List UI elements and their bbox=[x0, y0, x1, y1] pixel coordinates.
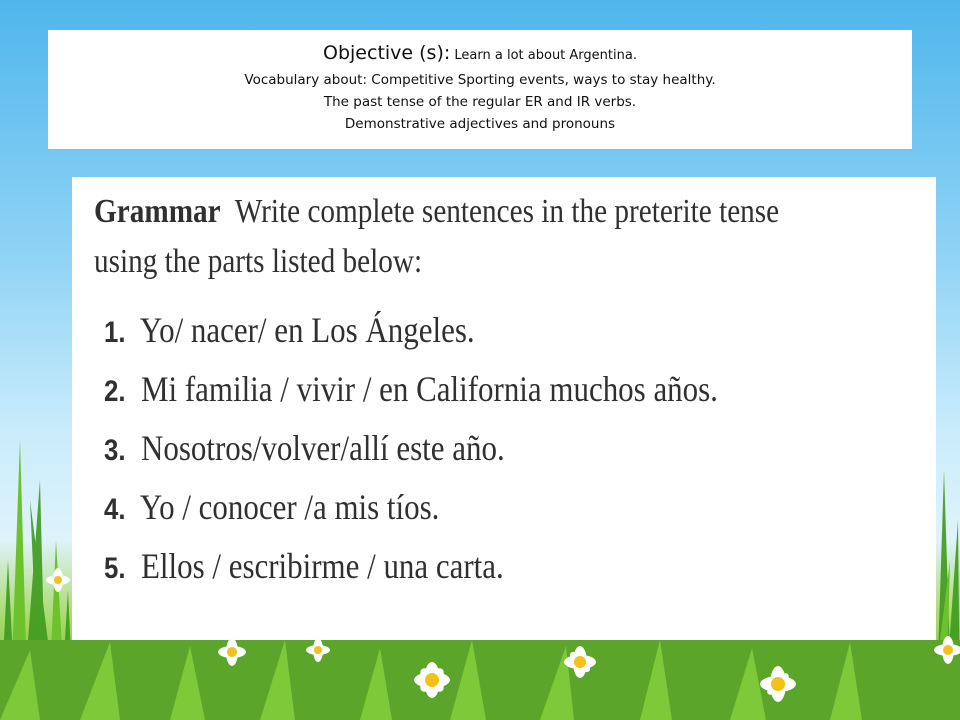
objective-past-tense-line: The past tense of the regular ER and IR verbs. bbox=[323, 94, 637, 110]
item-text: Yo / conocer /a mis tíos. bbox=[139, 487, 440, 527]
item-text: Ellos / escribirme / una carta. bbox=[140, 546, 504, 586]
item-number: 3. bbox=[104, 434, 126, 467]
grammar-heading: Grammar bbox=[94, 193, 221, 230]
objective-demonstratives-line: Demonstrative adjectives and pronouns bbox=[344, 116, 616, 132]
item-number: 2. bbox=[104, 375, 126, 408]
exercise-list bbox=[104, 301, 936, 596]
objective-heading: Objective (s): bbox=[323, 42, 451, 64]
grammar-instruction-text: Write complete sentences in the preterite tense using the parts listed below: bbox=[94, 193, 780, 280]
item-number: 5. bbox=[104, 552, 126, 585]
exercise-item bbox=[104, 301, 820, 360]
item-text: Yo/ nacer/ en Los Ángeles. bbox=[139, 310, 475, 350]
exercise-item bbox=[104, 478, 820, 537]
objective-argentina-text: Learn a lot about Argentina. bbox=[450, 48, 637, 63]
exercise-item bbox=[104, 537, 820, 596]
objective-vocabulary-line: Vocabulary about: Competitive Sporting events, ways to stay healthy. bbox=[244, 72, 716, 88]
item-number: 4. bbox=[104, 493, 126, 526]
objective-line-1 bbox=[48, 40, 912, 69]
exercise-item bbox=[104, 419, 820, 478]
item-text: Nosotros/volver/allí este año. bbox=[140, 428, 505, 468]
grammar-box bbox=[72, 177, 936, 640]
exercise-item bbox=[104, 360, 820, 419]
item-text: Mi familia / vivir / en California muchos años. bbox=[140, 369, 718, 409]
objective-box bbox=[48, 30, 912, 149]
item-number: 1. bbox=[104, 316, 126, 349]
grammar-instruction bbox=[94, 187, 808, 287]
